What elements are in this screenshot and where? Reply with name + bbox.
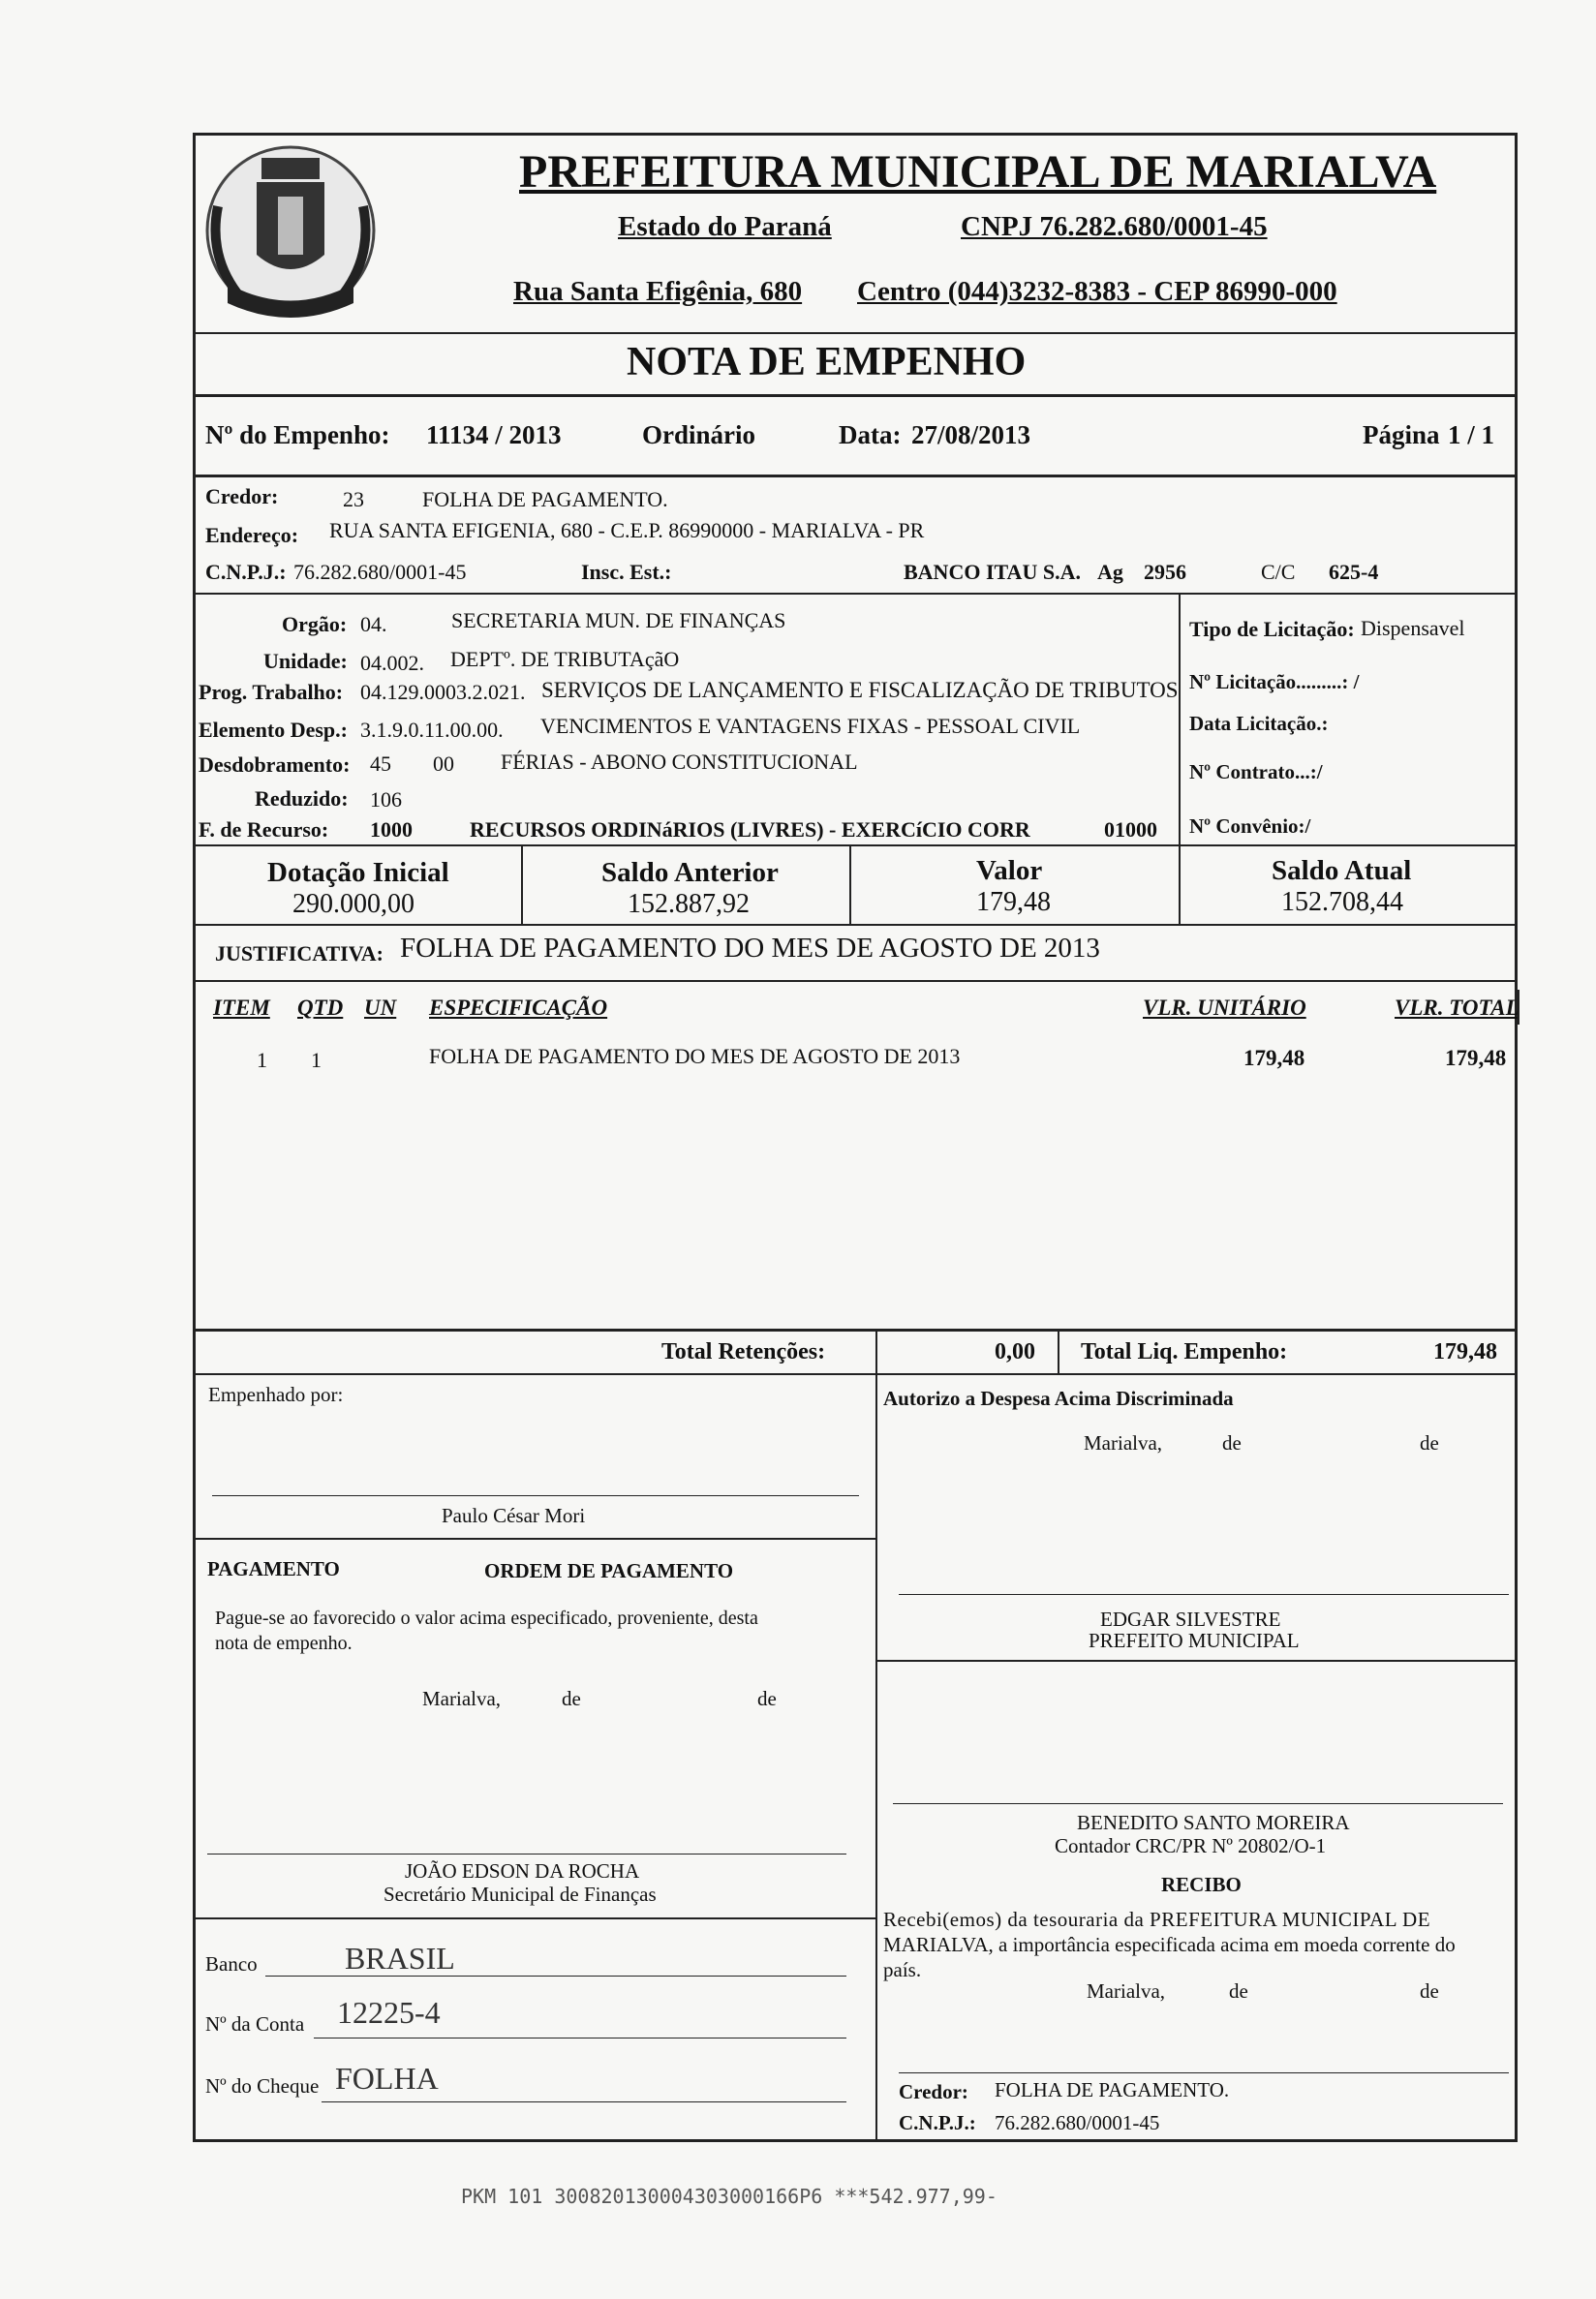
contact-label: Centro (044)3232-8383 - CEP 86990-000: [857, 276, 1337, 307]
reduzido-label: Reduzido:: [255, 786, 349, 811]
ordem-pagamento-label: ORDEM DE PAGAMENTO: [484, 1559, 734, 1582]
date-label: Data:: [839, 420, 902, 449]
credor-label: Credor:: [205, 484, 279, 508]
dotacao-label: Dotação Inicial: [267, 857, 449, 888]
desdob-label: Desdobramento:: [199, 752, 351, 777]
state-label: Estado do Paraná: [618, 211, 832, 242]
autorizo-de1: de: [1222, 1431, 1242, 1455]
recibo-de1: de: [1229, 1979, 1248, 2003]
cheque-value: FOLHA: [335, 2061, 439, 2096]
banco-label: Banco: [205, 1952, 258, 1976]
atual-value: 152.708,44: [1281, 887, 1403, 917]
elemento-label: Elemento Desp.:: [199, 718, 348, 742]
endereco-value: RUA SANTA EFIGENIA, 680 - C.E.P. 86990000 - MARIALVA - PR: [329, 518, 925, 542]
retencoes-label: Total Retenções:: [661, 1339, 826, 1364]
recibo-de2: de: [1420, 1979, 1439, 2003]
credor-cnpj-label: C.N.P.J.:: [205, 560, 287, 584]
recibo-line-3: país.: [883, 1958, 922, 1981]
recurso-code: 1000: [370, 817, 413, 842]
empenhado-label: Empenhado por:: [208, 1383, 344, 1406]
anterior-value: 152.887,92: [628, 889, 750, 919]
elemento-code: 3.1.9.0.11.00.00.: [360, 718, 504, 742]
address-label: Rua Santa Efigênia, 680: [513, 276, 803, 307]
recurso-value: RECURSOS ORDINáRIOS (LIVRES) - EXERCíCIO CORR: [470, 817, 1030, 842]
recibo-line-1: Recebi(emos) da tesouraria da PREFEITURA MUNICIPAL DE: [883, 1908, 1431, 1931]
date-value: 27/08/2013: [911, 420, 1031, 449]
justificativa-label: JUSTIFICATIVA:: [215, 941, 384, 966]
row-qtd: 1: [311, 1048, 322, 1072]
row-unit: 179,48: [1243, 1046, 1305, 1070]
unidade-label: Unidade:: [263, 649, 348, 673]
valor-label: Valor: [976, 855, 1043, 886]
page-title: PREFEITURA MUNICIPAL DE MARIALVA: [519, 146, 1437, 198]
pagamento-city: Marialva,: [422, 1687, 502, 1710]
autorizo-city: Marialva,: [1084, 1431, 1163, 1455]
tipo-licitacao-value: Dispensavel: [1361, 616, 1465, 640]
reduzido-value: 106: [370, 787, 402, 812]
unidade-value: DEPTº. DE TRIBUTAçãO: [450, 647, 680, 671]
prog-label: Prog. Trabalho:: [199, 680, 344, 704]
secretario-name: JOÃO EDSON DA ROCHA: [405, 1859, 640, 1883]
empenhado-name: Paulo César Mori: [442, 1504, 586, 1527]
contrato: Nº Contrato...:/: [1189, 760, 1323, 783]
empenho-type: Ordinário: [642, 420, 756, 449]
footer-credor-label: Credor:: [899, 2080, 968, 2103]
atual-label: Saldo Atual: [1272, 855, 1412, 886]
row-total: 179,48: [1445, 1046, 1507, 1070]
unidade-code: 04.002.: [360, 651, 424, 675]
autorizo-label: Autorizo a Despesa Acima Discriminada: [883, 1387, 1234, 1410]
justificativa-text: FOLHA DE PAGAMENTO DO MES DE AGOSTO DE 2013: [400, 933, 1100, 964]
orgao-value: SECRETARIA MUN. DE FINANÇAS: [451, 608, 786, 632]
cheque-label: Nº do Cheque: [205, 2074, 320, 2098]
bank-name: BANCO ITAU S.A.: [904, 560, 1081, 584]
agency-value: 2956: [1144, 560, 1186, 584]
empenho-number: 11134 / 2013: [426, 420, 562, 449]
credor-name: FOLHA DE PAGAMENTO.: [422, 487, 668, 511]
agency-label: Ag: [1097, 560, 1123, 584]
valor-value: 179,48: [976, 887, 1051, 917]
orgao-label: Orgão:: [282, 612, 348, 636]
cnpj-label: CNPJ 76.282.680/0001-45: [961, 211, 1268, 242]
footer-credor-value: FOLHA DE PAGAMENTO.: [995, 2078, 1230, 2101]
recurso-label: F. de Recurso:: [199, 817, 329, 842]
anterior-label: Saldo Anterior: [601, 857, 779, 888]
pagamento-de1: de: [562, 1687, 581, 1710]
cc-label: C/C: [1261, 560, 1296, 584]
col-unit: VLR. UNITÁRIO: [1143, 996, 1306, 1020]
credor-code: 23: [343, 487, 364, 511]
pagamento-de2: de: [757, 1687, 777, 1710]
page-label: Página: [1363, 420, 1440, 449]
footer-cnpj-value: 76.282.680/0001-45: [995, 2111, 1160, 2134]
data-licitacao: Data Licitação.:: [1189, 712, 1329, 735]
doc-title: NOTA DE EMPENHO: [627, 340, 1027, 384]
footer-cnpj-label: C.N.P.J.:: [899, 2111, 976, 2134]
desdob-b: 00: [433, 751, 454, 776]
pagamento-label: PAGAMENTO: [207, 1557, 340, 1580]
desdob-a: 45: [370, 751, 391, 776]
page-number: 1 / 1: [1448, 420, 1495, 449]
recurso-code2: 01000: [1104, 817, 1157, 842]
conta-value: 12225-4: [337, 1995, 441, 2030]
conta-label: Nº da Conta: [205, 2012, 305, 2036]
col-un: UN: [364, 996, 397, 1020]
cc-value: 625-4: [1329, 560, 1379, 584]
printed-code-line: PKM 101 300820130004303000166P6 ***542.977,99-: [461, 2185, 998, 2208]
row-item: 1: [257, 1048, 267, 1072]
empenho-label: Nº do Empenho:: [205, 420, 390, 449]
desdob-value: FÉRIAS - ABONO CONSTITUCIONAL: [501, 750, 858, 774]
recibo-city: Marialva,: [1087, 1979, 1166, 2003]
banco-value: BRASIL: [345, 1941, 455, 1976]
elemento-value: VENCIMENTOS E VANTAGENS FIXAS - PESSOAL CIVIL: [540, 714, 1081, 738]
secretario-role: Secretário Municipal de Finanças: [384, 1883, 657, 1906]
prefeito-name: EDGAR SILVESTRE: [1100, 1608, 1281, 1631]
credor-cnpj: 76.282.680/0001-45: [293, 560, 467, 584]
insc-label: Insc. Est.:: [581, 560, 672, 584]
prefeito-role: PREFEITO MUNICIPAL: [1089, 1629, 1300, 1652]
recibo-title: RECIBO: [1161, 1873, 1242, 1896]
dotacao-value: 290.000,00: [292, 889, 414, 919]
col-espec: ESPECIFICAÇÃO: [429, 996, 608, 1020]
orgao-code: 04.: [360, 612, 387, 636]
num-licitacao: Nº Licitação.........: /: [1189, 670, 1360, 693]
col-qtd: QTD: [297, 996, 344, 1020]
endereco-label: Endereço:: [205, 523, 299, 547]
convenio: Nº Convênio:/: [1189, 814, 1311, 838]
liquido-label: Total Liq. Empenho:: [1081, 1339, 1288, 1364]
contador-name: BENEDITO SANTO MOREIRA: [1077, 1811, 1350, 1834]
row-espec: FOLHA DE PAGAMENTO DO MES DE AGOSTO DE 2013: [429, 1044, 961, 1068]
prog-value: SERVIÇOS DE LANÇAMENTO E FISCALIZAÇÃO DE TRIBUTOS: [541, 678, 1179, 702]
autorizo-de2: de: [1420, 1431, 1439, 1455]
retencoes-value: 0,00: [995, 1339, 1035, 1364]
pagamento-text-1: Pague-se ao favorecido o valor acima especificado, proveniente, desta: [215, 1608, 758, 1629]
prog-code: 04.129.0003.2.021.: [360, 680, 526, 704]
contador-role: Contador CRC/PR Nº 20802/O-1: [1055, 1834, 1327, 1857]
municipal-crest-logo: [199, 138, 383, 332]
col-item: ITEM: [213, 996, 270, 1020]
recibo-line-2: MARIALVA, a importância especificada acima em moeda corrente do: [883, 1933, 1456, 1956]
col-total: VLR. TOTAL: [1395, 996, 1519, 1020]
tipo-licitacao-label: Tipo de Licitação:: [1189, 617, 1355, 641]
liquido-value: 179,48: [1433, 1339, 1497, 1364]
pagamento-text-2: nota de empenho.: [215, 1633, 353, 1654]
